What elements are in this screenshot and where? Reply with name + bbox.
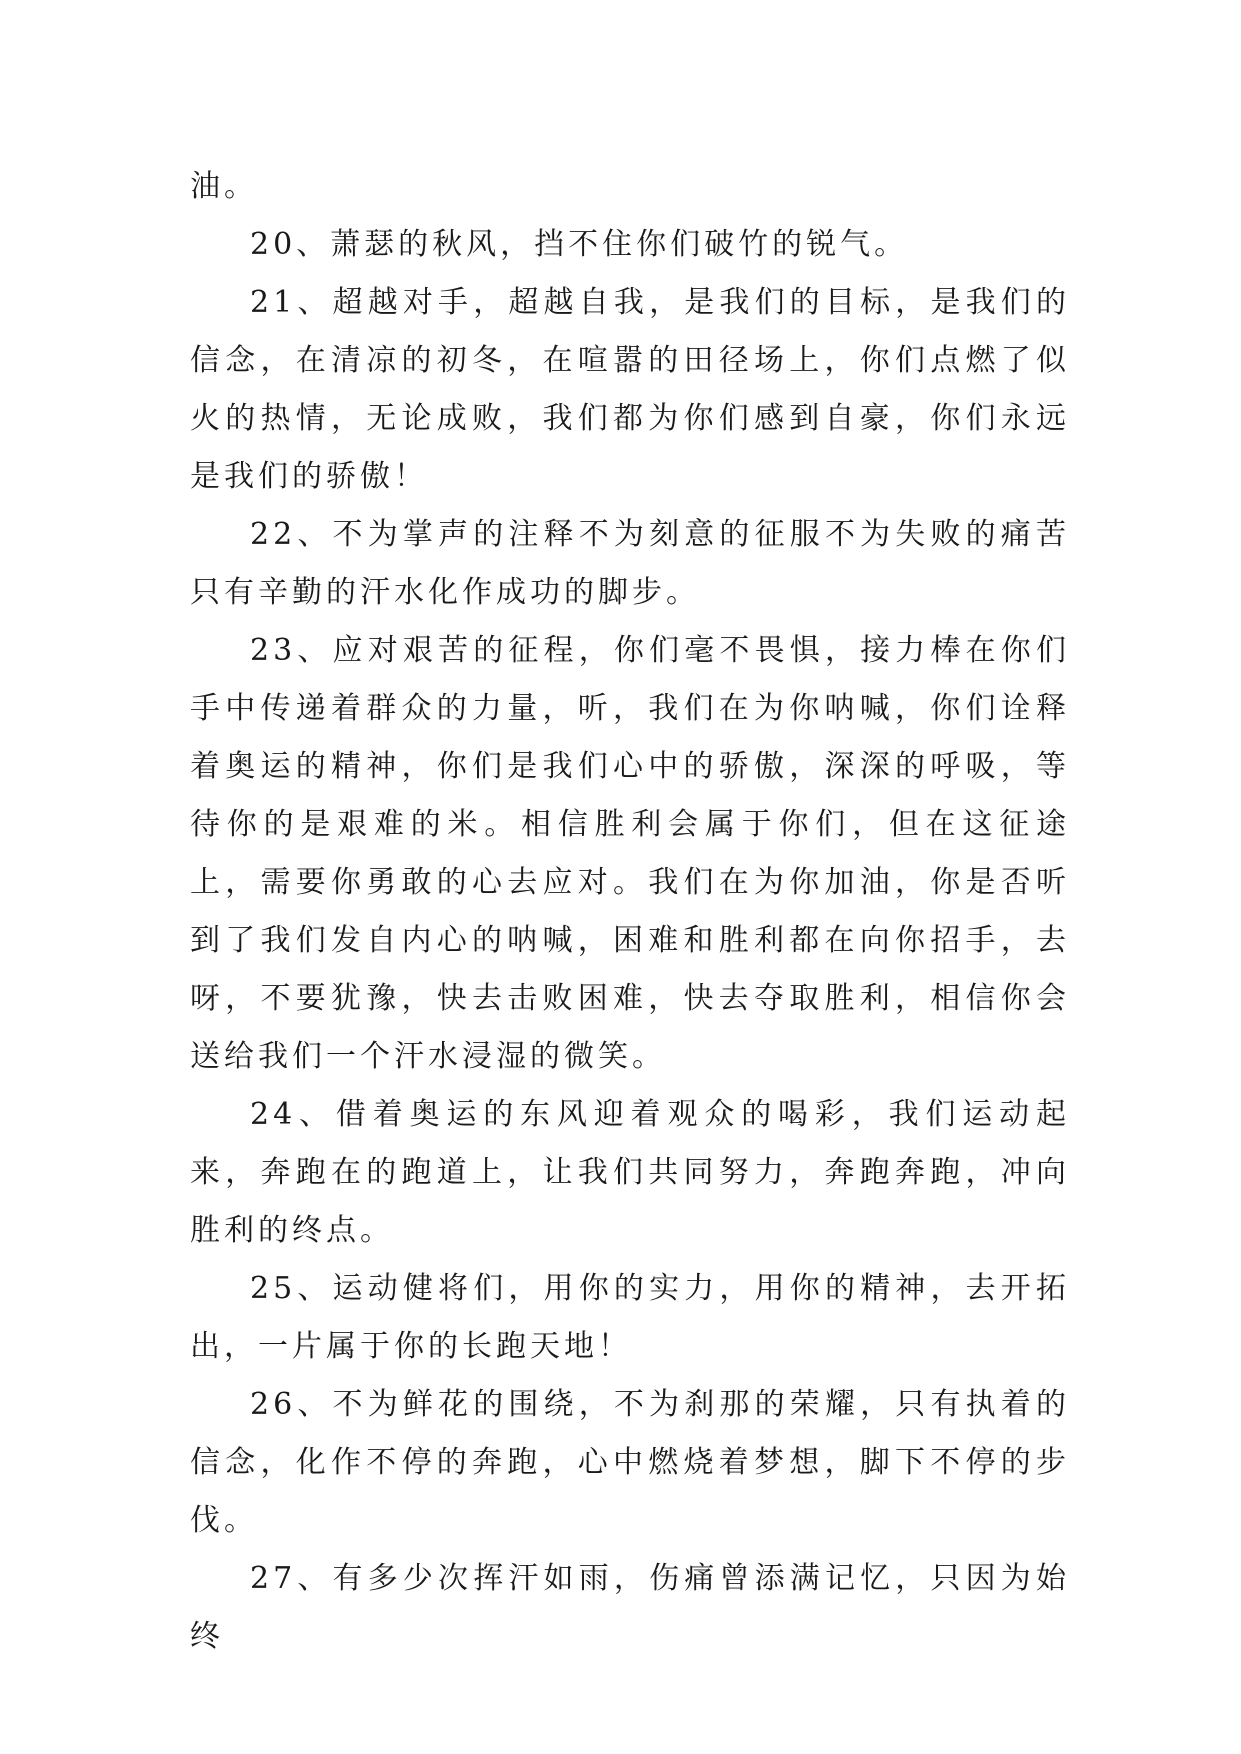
paragraph-22: 22、不为掌声的注释不为刻意的征服不为失败的痛苦只有辛勤的汗水化作成功的脚步。 (190, 517, 1070, 610)
paragraph-23: 23、应对艰苦的征程，你们毫不畏惧，接力棒在你们手中传递着群众的力量，听，我们在为你呐喊，你们诠释着奥运的精神，你们是我们心中的骄傲，深深的呼吸，等待你的是艰难的米。相信胜利会属于你们，但在这征途上，需要你勇敢的心去应对。我们在为你加油，你是否听到了我们发自内心的呐喊，困难和胜利都在向你招手，去呀，不要犹豫，快去击败困难，快去夺取胜利，相信你会送给我们一个汗水浸湿的微笑。 (190, 633, 1070, 1074)
paragraph-24: 24、借着奥运的东风迎着观众的喝彩，我们运动起来，奔跑在的跑道上，让我们共同努力，奔跑奔跑，冲向胜利的终点。 (190, 1097, 1070, 1248)
paragraph-continuation: 油。 (190, 169, 258, 204)
document-body (190, 158, 1070, 1666)
paragraph-21: 21、超越对手，超越自我，是我们的目标，是我们的信念，在清凉的初冬，在喧嚣的田径场上，你们点燃了似火的热情，无论成败，我们都为你们感到自豪，你们永远是我们的骄傲！ (190, 285, 1070, 494)
paragraph-26: 26、不为鲜花的围绕，不为刹那的荣耀，只有执着的信念，化作不停的奔跑，心中燃烧着梦想，脚下不停的步伐。 (190, 1387, 1070, 1538)
paragraph-20: 20、萧瑟的秋风，挡不住你们破竹的锐气。 (250, 227, 909, 262)
paragraph-25: 25、运动健将们，用你的实力，用你的精神，去开拓出，一片属于你的长跑天地！ (190, 1271, 1070, 1364)
paragraph-27: 27、有多少次挥汗如雨，伤痛曾添满记忆，只因为始终 (190, 1561, 1070, 1654)
